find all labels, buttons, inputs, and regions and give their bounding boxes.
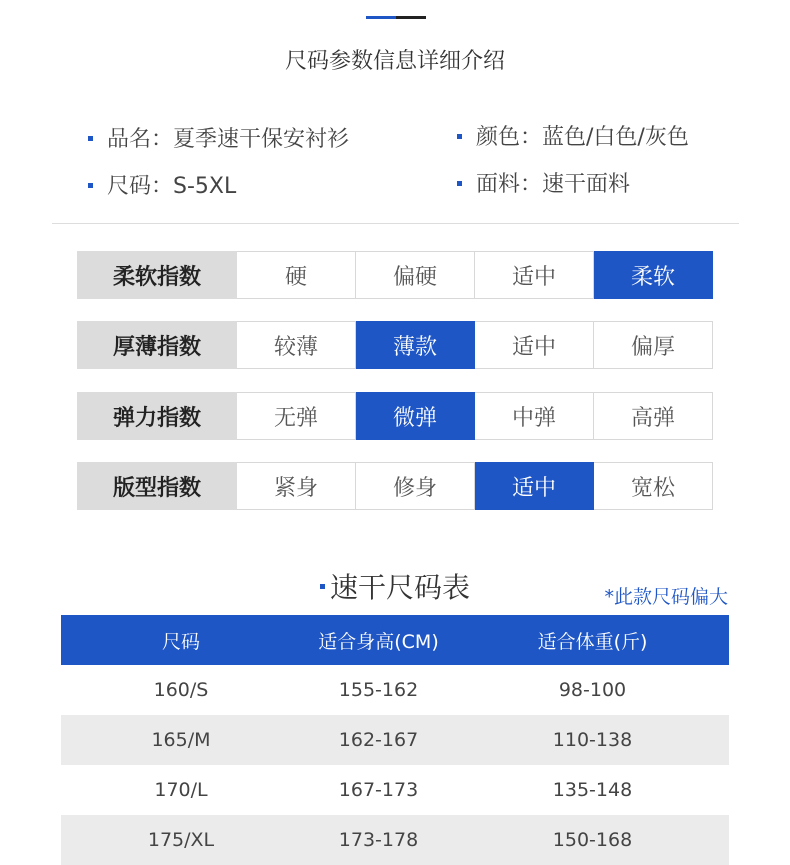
index-label: 厚薄指数 (77, 321, 237, 369)
table-cell: 98-100 (558, 679, 627, 701)
index-label: 版型指数 (77, 462, 237, 510)
index-option: 偏厚 (594, 321, 713, 369)
section-divider (52, 223, 739, 224)
index-option: 适中 (475, 251, 594, 299)
size-table (61, 615, 729, 865)
table-row (61, 815, 729, 865)
index-option-selected: 柔软 (594, 251, 713, 299)
info-item-name (88, 122, 349, 153)
page-title: 尺码参数信息详细介绍 (284, 49, 505, 74)
header-size: 尺码 (161, 630, 200, 653)
index-option-selected: 微弹 (356, 392, 475, 440)
index-option-selected: 适中 (475, 462, 594, 510)
info-name-text: 品名：夏季速干保安衬衫 (107, 127, 350, 152)
table-cell: 110-138 (552, 729, 633, 751)
index-option: 较薄 (237, 321, 356, 369)
bullet-square-icon (457, 134, 462, 139)
table-cell: 175/XL (147, 829, 215, 851)
index-option: 修身 (356, 462, 475, 510)
index-option: 硬 (237, 251, 356, 299)
header-height: 适合身高(CM) (318, 630, 439, 653)
table-row (61, 665, 729, 715)
table-cell: 162-167 (338, 729, 419, 751)
table-header (61, 615, 729, 665)
index-option: 无弹 (237, 392, 356, 440)
index-row-elasticity (77, 392, 714, 440)
header-weight: 适合体重(斤) (537, 630, 648, 653)
table-cell: 165/M (151, 729, 211, 751)
table-cell: 150-168 (552, 829, 633, 851)
size-note: *此款尺码偏大 (604, 586, 728, 608)
size-section-title-text: 速干尺码表 (329, 571, 470, 604)
index-option: 宽松 (594, 462, 713, 510)
info-color-text: 颜色：蓝色/白色/灰色 (476, 125, 689, 150)
index-label: 柔软指数 (77, 251, 237, 299)
accent-bar-black (396, 16, 426, 19)
index-option: 高弹 (594, 392, 713, 440)
info-item-color (457, 120, 689, 151)
bullet-square-icon (457, 181, 462, 186)
index-option: 偏硬 (356, 251, 475, 299)
table-body (61, 665, 729, 865)
bullet-square-icon (88, 183, 93, 188)
index-row-fit (77, 462, 714, 510)
table-cell: 155-162 (338, 679, 419, 701)
index-row-softness (77, 251, 714, 299)
accent-bar-blue (366, 16, 396, 19)
table-row (61, 765, 729, 815)
table-row (61, 715, 729, 765)
index-row-thickness (77, 321, 714, 369)
index-option-selected: 薄款 (356, 321, 475, 369)
info-fabric-text: 面料：速干面料 (476, 172, 631, 197)
index-option: 紧身 (237, 462, 356, 510)
table-cell: 167-173 (338, 779, 419, 801)
table-cell: 173-178 (338, 829, 419, 851)
index-option: 中弹 (475, 392, 594, 440)
table-cell: 170/L (154, 779, 208, 801)
info-item-fabric (457, 167, 630, 198)
bullet-square-icon (320, 584, 325, 589)
info-size-text: 尺码：S-5XL (107, 174, 237, 199)
table-cell: 160/S (153, 679, 209, 701)
table-cell: 135-148 (552, 779, 633, 801)
title-accent-bar (366, 16, 426, 19)
info-item-size (88, 169, 236, 200)
bullet-square-icon (88, 136, 93, 141)
index-option: 适中 (475, 321, 594, 369)
index-label: 弹力指数 (77, 392, 237, 440)
